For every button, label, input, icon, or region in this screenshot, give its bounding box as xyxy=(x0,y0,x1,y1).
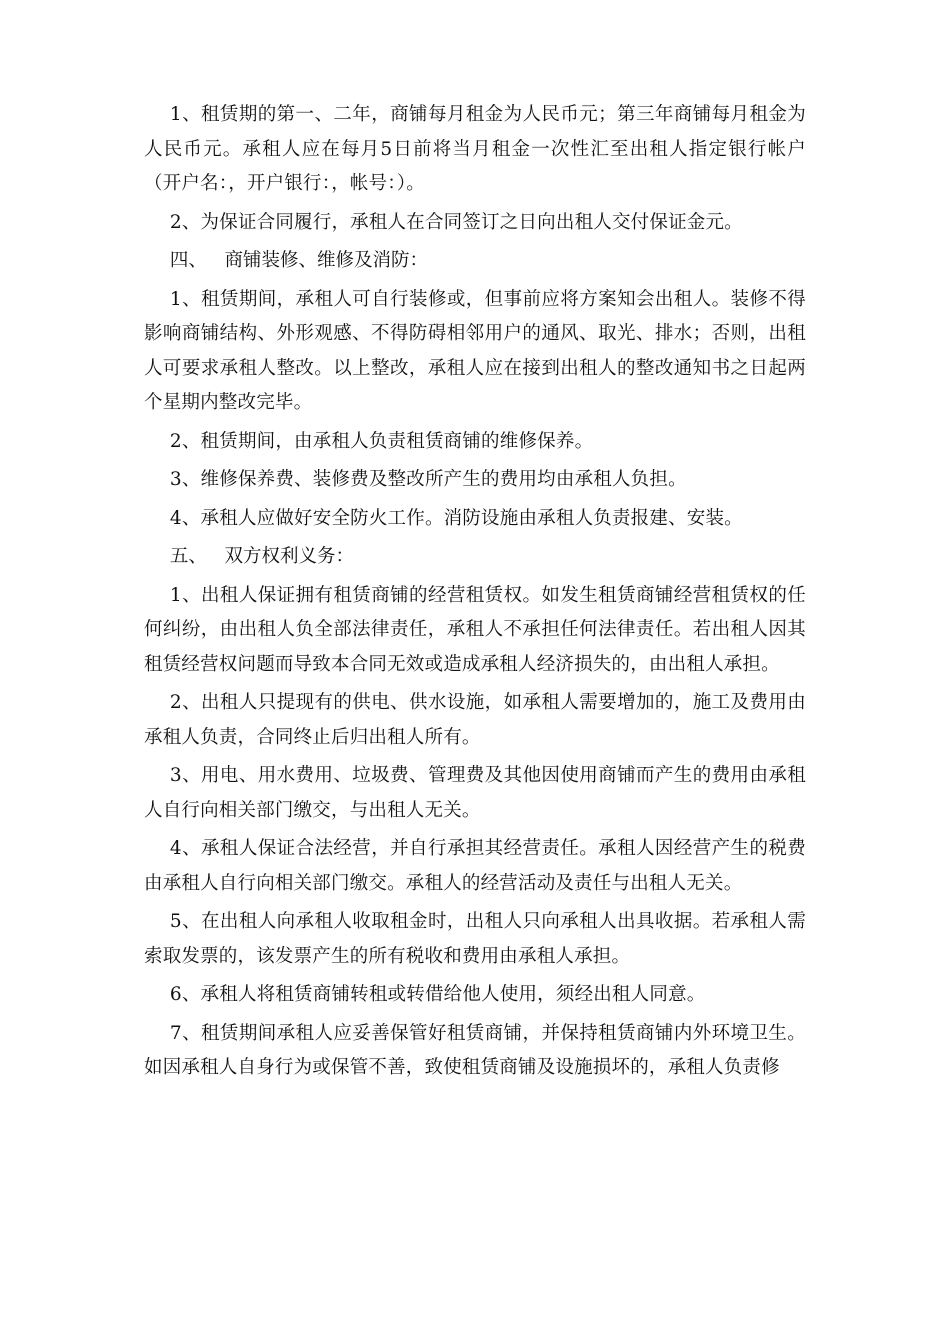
paragraph-fees: 3、用电、用水费用、垃圾费、管理费及其他因使用商铺而产生的费用由承租人自行向相关部门缴交，与出租人无关。 xyxy=(144,765,806,821)
paragraph-utilities: 2、出租人只提现有的供电、供水设施，如承租人需要增加的，施工及费用由承租人负责，合同终止后归出租人所有。 xyxy=(144,692,806,748)
section-heading-rights: 五、 双方权利义务： xyxy=(169,546,355,567)
document-page xyxy=(144,98,806,1086)
paragraph-sublease: 6、承租人将租赁商铺转租或转借给他人使用，须经出租人同意。 xyxy=(169,984,706,1005)
paragraph-lessor-rights: 1、出租人保证拥有租赁商铺的经营租赁权。如发生租赁商铺经营租赁权的任何纠纷，由出租人负全部法律责任，承租人不承担任何法律责任。若出租人因其租赁经营权问题而导致本合同无效或造成承租人经济损失的，由出租人承担。 xyxy=(144,584,806,675)
paragraph-custody: 7、租赁期间承租人应妥善保管好租赁商铺，并保持租赁商铺内外环境卫生。如因承租人自身行为或保管不善，致使租赁商铺及设施损坏的，承租人负责修 xyxy=(144,1022,806,1078)
paragraph-receipts: 5、在出租人向承租人收取租金时，出租人只向承租人出具收据。若承租人需索取发票的，该发票产生的所有税收和费用由承租人承担。 xyxy=(144,911,806,967)
paragraph-decoration-rules: 1、租赁期间，承租人可自行装修或，但事前应将方案知会出租人。装修不得影响商铺结构、外形观感、不得防碍相邻用户的通风、取光、排水；否则，出租人可要求承租人整改。以上整改，承租人应在接到出租人的整改通知书之日起两个星期内整改完毕。 xyxy=(144,288,806,413)
paragraph-maintenance-costs: 3、维修保养费、装修费及整改所产生的费用均由承租人负担。 xyxy=(169,469,687,490)
section-heading-decoration: 四、 商铺装修、维修及消防： xyxy=(169,250,429,271)
paragraph-legal-operation: 4、承租人保证合法经营，并自行承担其经营责任。承租人因经营产生的税费由承租人自行向相关部门缴交。承租人的经营活动及责任与出租人无关。 xyxy=(144,838,806,894)
paragraph-fire-safety: 4、承租人应做好安全防火工作。消防设施由承租人负责报建、安装。 xyxy=(169,507,743,529)
paragraph-rent-amount: 1、租赁期的第一、二年，商铺每月租金为人民币元；第三年商铺每月租金为人民币元。承租人应在每月5日前将当月租金一次性汇至出租人指定银行帐户（开户名：，开户银行：，帐号：）。 xyxy=(144,104,806,194)
paragraph-deposit: 2、为保证合同履行，承租人在合同签订之日向出租人交付保证金元。 xyxy=(169,211,743,233)
paragraph-maintenance: 2、租赁期间，由承租人负责租赁商铺的维修保养。 xyxy=(169,430,594,452)
